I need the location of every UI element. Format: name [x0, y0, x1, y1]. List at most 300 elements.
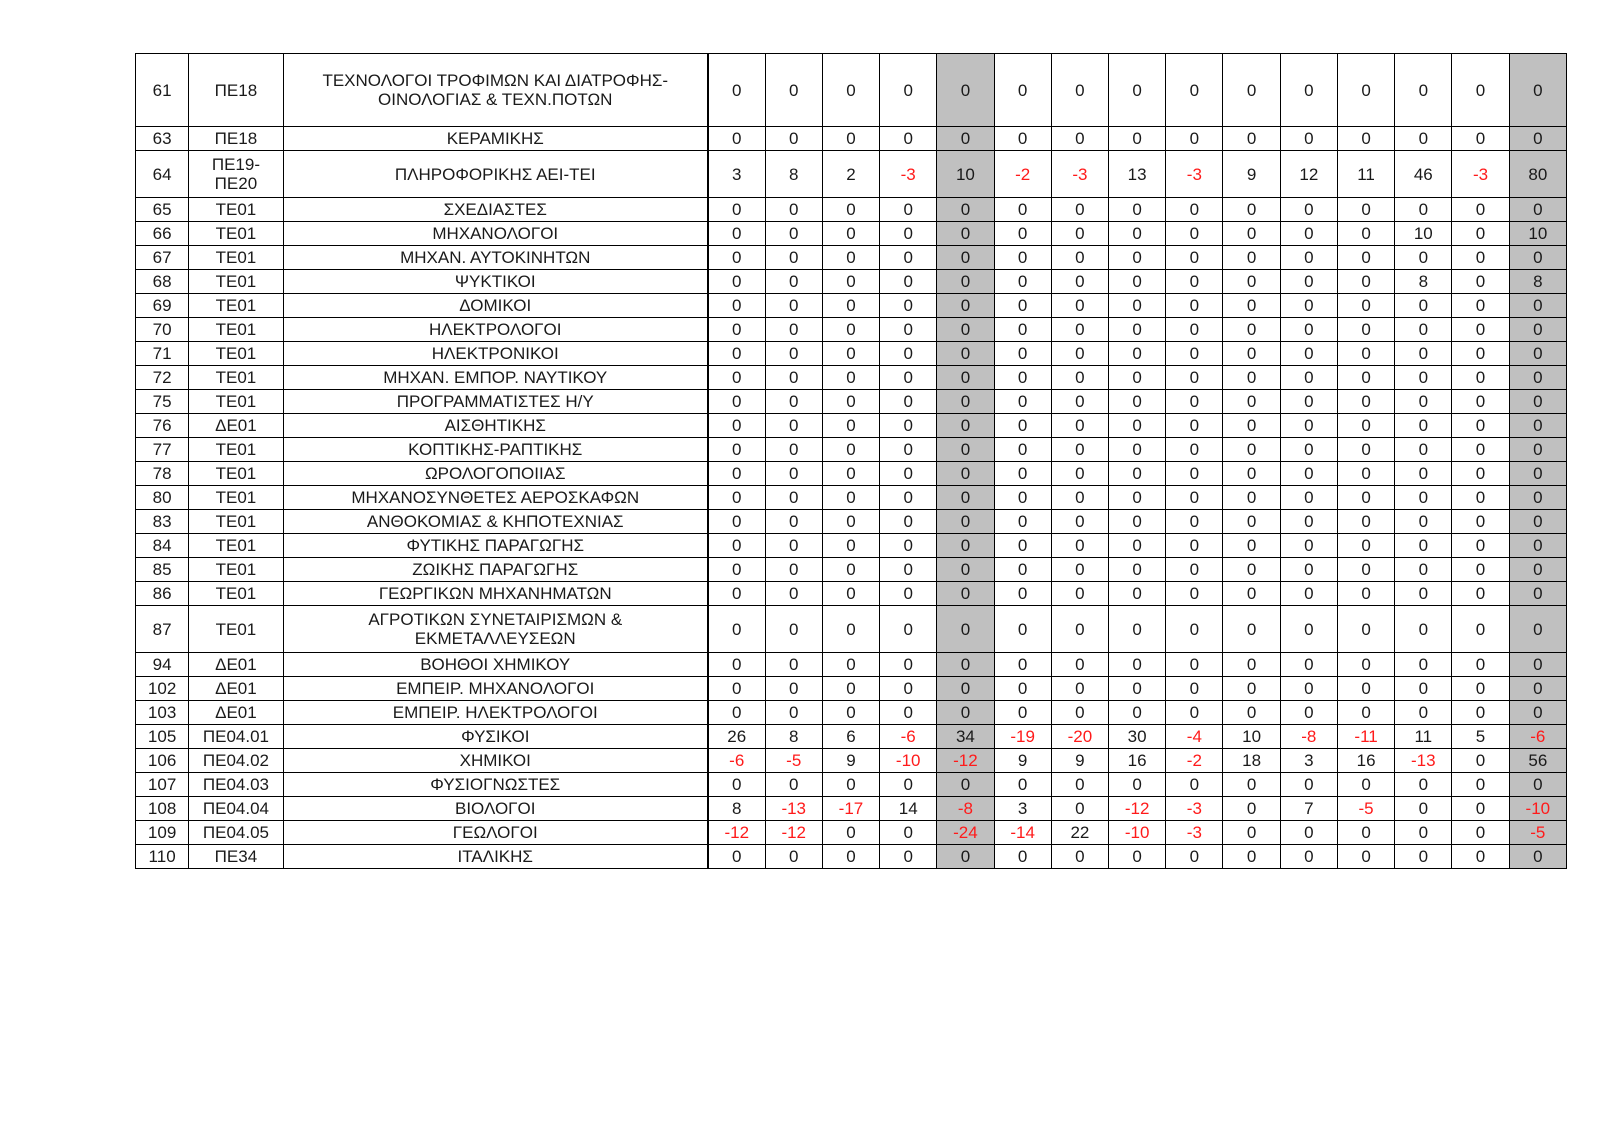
value-cell: 0	[1109, 582, 1166, 606]
value-cell: 0	[1280, 653, 1337, 677]
value-cell: 0	[1395, 606, 1452, 653]
total-cell: 8	[1509, 270, 1566, 294]
value-cell: 0	[1223, 701, 1280, 725]
value-cell: 0	[1166, 246, 1223, 270]
value-cell: 0	[765, 677, 822, 701]
value-cell: 0	[1223, 270, 1280, 294]
value-cell: -10	[1109, 821, 1166, 845]
value-cell: 0	[765, 534, 822, 558]
value-cell: 0	[1337, 294, 1394, 318]
table-row	[136, 845, 1567, 869]
value-cell: 0	[994, 558, 1051, 582]
value-cell: 0	[994, 54, 1051, 127]
row-number-cell: 78	[136, 462, 189, 486]
value-cell: 0	[1051, 246, 1108, 270]
value-cell: 0	[1223, 486, 1280, 510]
specialty-code-cell: ΤΕ01	[189, 486, 283, 510]
table-row	[136, 127, 1567, 151]
value-cell: 0	[1452, 845, 1509, 869]
value-cell: 0	[765, 54, 822, 127]
table-row	[136, 653, 1567, 677]
value-cell: 0	[822, 677, 879, 701]
value-cell: 0	[822, 534, 879, 558]
value-cell: 0	[1280, 318, 1337, 342]
value-cell: 0	[1109, 677, 1166, 701]
table-row	[136, 342, 1567, 366]
value-cell: -13	[765, 797, 822, 821]
value-cell: 0	[1109, 845, 1166, 869]
value-cell: 0	[880, 438, 937, 462]
value-cell: 22	[1051, 821, 1108, 845]
value-cell: 0	[880, 294, 937, 318]
value-cell: 9	[1051, 749, 1108, 773]
row-number-cell: 84	[136, 534, 189, 558]
table-row	[136, 486, 1567, 510]
total-cell: 80	[1509, 151, 1566, 198]
value-cell: 0	[1223, 342, 1280, 366]
value-cell: 0	[1395, 677, 1452, 701]
value-cell: 0	[1395, 821, 1452, 845]
value-cell: 0	[1395, 845, 1452, 869]
value-cell: 0	[1337, 462, 1394, 486]
value-cell: 0	[1395, 486, 1452, 510]
value-cell: 0	[1395, 390, 1452, 414]
value-cell: 0	[1223, 222, 1280, 246]
table-row	[136, 414, 1567, 438]
value-cell: 10	[1395, 222, 1452, 246]
total-cell: 0	[1509, 198, 1566, 222]
value-cell: 0	[1051, 414, 1108, 438]
total-cell: 10	[1509, 222, 1566, 246]
subtotal-cell: 0	[937, 582, 994, 606]
value-cell: 0	[1109, 510, 1166, 534]
value-cell: 0	[1051, 127, 1108, 151]
value-cell: -2	[1166, 749, 1223, 773]
value-cell: 0	[765, 270, 822, 294]
specialty-title-cell: ΔΟΜΙΚΟΙ	[283, 294, 708, 318]
specialty-title-cell: ΒΟΗΘΟΙ ΧΗΜΙΚΟΥ	[283, 653, 708, 677]
value-cell: 0	[1051, 558, 1108, 582]
value-cell: 0	[1166, 845, 1223, 869]
value-cell: 0	[1166, 438, 1223, 462]
table-row	[136, 366, 1567, 390]
specialty-title-cell: ΜΗΧΑΝ. ΕΜΠΟΡ. ΝΑΥΤΙΚΟΥ	[283, 366, 708, 390]
value-cell: 0	[1223, 462, 1280, 486]
table-row	[136, 462, 1567, 486]
value-cell: 0	[880, 582, 937, 606]
value-cell: 0	[1223, 366, 1280, 390]
value-cell: 0	[1051, 270, 1108, 294]
value-cell: 0	[1280, 558, 1337, 582]
table-row	[136, 246, 1567, 270]
specialty-code-cell: ΔΕ01	[189, 414, 283, 438]
subtotal-cell: 10	[937, 151, 994, 198]
value-cell: 0	[994, 127, 1051, 151]
value-cell: 0	[765, 198, 822, 222]
value-cell: 0	[1166, 390, 1223, 414]
value-cell: 0	[1337, 701, 1394, 725]
value-cell: -19	[994, 725, 1051, 749]
value-cell: 0	[1452, 414, 1509, 438]
value-cell: 0	[1223, 438, 1280, 462]
value-cell: 0	[822, 558, 879, 582]
value-cell: 0	[765, 318, 822, 342]
value-cell: 0	[1337, 438, 1394, 462]
value-cell: 16	[1337, 749, 1394, 773]
value-cell: 0	[765, 701, 822, 725]
specialty-code-cell: ΔΕ01	[189, 701, 283, 725]
value-cell: 0	[880, 318, 937, 342]
total-cell: 0	[1509, 558, 1566, 582]
value-cell: 0	[880, 653, 937, 677]
value-cell: 0	[994, 246, 1051, 270]
specialty-code-cell: ΤΕ01	[189, 342, 283, 366]
value-cell: 0	[994, 342, 1051, 366]
total-cell: 0	[1509, 294, 1566, 318]
value-cell: 0	[1337, 414, 1394, 438]
value-cell: 0	[1337, 222, 1394, 246]
value-cell: 8	[1395, 270, 1452, 294]
value-cell: 0	[765, 653, 822, 677]
value-cell: 2	[822, 151, 879, 198]
value-cell: 0	[708, 462, 765, 486]
value-cell: 0	[708, 222, 765, 246]
value-cell: 0	[765, 246, 822, 270]
value-cell: -12	[1109, 797, 1166, 821]
value-cell: 0	[1166, 534, 1223, 558]
value-cell: 0	[1452, 318, 1509, 342]
value-cell: 0	[708, 653, 765, 677]
value-cell: 0	[1280, 222, 1337, 246]
value-cell: 0	[1452, 270, 1509, 294]
value-cell: 0	[1109, 534, 1166, 558]
subtotal-cell: 0	[937, 701, 994, 725]
value-cell: 0	[880, 462, 937, 486]
specialty-title-cell: ΜΗΧΑΝΟΣΥΝΘΕΤΕΣ ΑΕΡΟΣΚΑΦΩΝ	[283, 486, 708, 510]
value-cell: 0	[994, 438, 1051, 462]
value-cell: 0	[1280, 414, 1337, 438]
value-cell: 8	[708, 797, 765, 821]
total-cell: 0	[1509, 606, 1566, 653]
value-cell: 0	[1051, 462, 1108, 486]
value-cell: 0	[1337, 270, 1394, 294]
specialty-code-cell: ΤΕ01	[189, 462, 283, 486]
subtotal-cell: 0	[937, 653, 994, 677]
subtotal-cell: 0	[937, 414, 994, 438]
value-cell: 10	[1223, 725, 1280, 749]
value-cell: 0	[994, 773, 1051, 797]
row-number-cell: 61	[136, 54, 189, 127]
specialty-title-cell: ΦΥΣΙΟΓΝΩΣΤΕΣ	[283, 773, 708, 797]
value-cell: 0	[765, 845, 822, 869]
value-cell: 0	[1280, 462, 1337, 486]
row-number-cell: 94	[136, 653, 189, 677]
value-cell: 0	[1280, 270, 1337, 294]
subtotal-cell: 0	[937, 438, 994, 462]
value-cell: 0	[708, 390, 765, 414]
value-cell: 0	[1280, 821, 1337, 845]
value-cell: 0	[1395, 438, 1452, 462]
value-cell: 9	[994, 749, 1051, 773]
value-cell: 0	[1337, 366, 1394, 390]
specialty-title-cell: ΦΥΤΙΚΗΣ ΠΑΡΑΓΩΓΗΣ	[283, 534, 708, 558]
value-cell: 0	[1452, 821, 1509, 845]
subtotal-cell: 0	[937, 127, 994, 151]
value-cell: 0	[1452, 701, 1509, 725]
value-cell: 0	[1452, 366, 1509, 390]
value-cell: 0	[765, 342, 822, 366]
subtotal-cell: 0	[937, 558, 994, 582]
value-cell: 0	[1166, 54, 1223, 127]
row-number-cell: 70	[136, 318, 189, 342]
value-cell: 0	[1280, 582, 1337, 606]
value-cell: 0	[1051, 486, 1108, 510]
subtotal-cell: 0	[937, 246, 994, 270]
value-cell: 0	[994, 534, 1051, 558]
value-cell: 0	[1109, 54, 1166, 127]
value-cell: 0	[765, 773, 822, 797]
value-cell: 0	[994, 845, 1051, 869]
value-cell: 0	[1223, 198, 1280, 222]
value-cell: 0	[1452, 294, 1509, 318]
subtotal-cell: -12	[937, 749, 994, 773]
value-cell: 0	[822, 414, 879, 438]
total-cell: 0	[1509, 127, 1566, 151]
value-cell: -4	[1166, 725, 1223, 749]
value-cell: 0	[1109, 342, 1166, 366]
value-cell: -17	[822, 797, 879, 821]
value-cell: 0	[1337, 558, 1394, 582]
value-cell: 0	[994, 366, 1051, 390]
value-cell: 0	[1051, 773, 1108, 797]
value-cell: 0	[1395, 797, 1452, 821]
value-cell: 0	[1051, 606, 1108, 653]
value-cell: 0	[1051, 438, 1108, 462]
value-cell: 0	[822, 653, 879, 677]
value-cell: 13	[1109, 151, 1166, 198]
value-cell: 0	[994, 198, 1051, 222]
value-cell: 0	[1051, 653, 1108, 677]
row-number-cell: 103	[136, 701, 189, 725]
value-cell: 8	[765, 151, 822, 198]
value-cell: 0	[1395, 54, 1452, 127]
value-cell: 0	[1109, 246, 1166, 270]
value-cell: 0	[1280, 510, 1337, 534]
table-row	[136, 222, 1567, 246]
table-row	[136, 749, 1567, 773]
specialty-title-cell: ΗΛΕΚΤΡΟΝΙΚΟΙ	[283, 342, 708, 366]
value-cell: 0	[822, 582, 879, 606]
value-cell: 0	[708, 366, 765, 390]
value-cell: 0	[708, 127, 765, 151]
value-cell: 0	[1166, 198, 1223, 222]
row-number-cell: 67	[136, 246, 189, 270]
value-cell: 14	[880, 797, 937, 821]
total-cell: 0	[1509, 773, 1566, 797]
value-cell: 0	[1166, 510, 1223, 534]
total-cell: 0	[1509, 366, 1566, 390]
specialty-code-cell: ΔΕ01	[189, 653, 283, 677]
value-cell: 0	[1280, 438, 1337, 462]
total-cell: 0	[1509, 462, 1566, 486]
specialty-title-cell: ΚΕΡΑΜΙΚΗΣ	[283, 127, 708, 151]
value-cell: 0	[1051, 510, 1108, 534]
value-cell: 0	[1452, 198, 1509, 222]
specialty-code-cell: ΤΕ01	[189, 534, 283, 558]
value-cell: 0	[822, 342, 879, 366]
value-cell: 0	[1109, 653, 1166, 677]
value-cell: -3	[1166, 151, 1223, 198]
table-row	[136, 677, 1567, 701]
value-cell: 0	[765, 510, 822, 534]
specialty-title-cell: ΓΕΩΛΟΓΟΙ	[283, 821, 708, 845]
value-cell: 0	[822, 462, 879, 486]
value-cell: 0	[1166, 318, 1223, 342]
value-cell: 0	[822, 486, 879, 510]
specialty-code-cell: ΠΕ18	[189, 54, 283, 127]
specialty-title-cell: ΗΛΕΚΤΡΟΛΟΓΟΙ	[283, 318, 708, 342]
value-cell: 0	[1452, 749, 1509, 773]
total-cell: 0	[1509, 414, 1566, 438]
value-cell: 0	[994, 462, 1051, 486]
row-number-cell: 65	[136, 198, 189, 222]
value-cell: 0	[1051, 54, 1108, 127]
value-cell: 0	[765, 558, 822, 582]
value-cell: 0	[1452, 390, 1509, 414]
value-cell: 0	[1337, 510, 1394, 534]
value-cell: 3	[1280, 749, 1337, 773]
row-number-cell: 106	[136, 749, 189, 773]
value-cell: 0	[1280, 845, 1337, 869]
value-cell: -6	[708, 749, 765, 773]
specialty-title-cell: ΓΕΩΡΓΙΚΩΝ ΜΗΧΑΝΗΜΑΤΩΝ	[283, 582, 708, 606]
value-cell: -12	[708, 821, 765, 845]
value-cell: 0	[1337, 127, 1394, 151]
total-cell: -10	[1509, 797, 1566, 821]
value-cell: 0	[822, 510, 879, 534]
value-cell: 0	[708, 54, 765, 127]
value-cell: 0	[1337, 54, 1394, 127]
row-number-cell: 69	[136, 294, 189, 318]
value-cell: 0	[1109, 390, 1166, 414]
subtotal-cell: -8	[937, 797, 994, 821]
value-cell: 0	[880, 198, 937, 222]
value-cell: 0	[1051, 222, 1108, 246]
value-cell: 0	[822, 845, 879, 869]
specialty-title-cell: ΑΙΣΘΗΤΙΚΗΣ	[283, 414, 708, 438]
value-cell: 0	[880, 677, 937, 701]
value-cell: 0	[822, 773, 879, 797]
value-cell: 0	[1395, 246, 1452, 270]
value-cell: 0	[1395, 127, 1452, 151]
total-cell: 0	[1509, 582, 1566, 606]
value-cell: 26	[708, 725, 765, 749]
subtotal-cell: 0	[937, 462, 994, 486]
value-cell: 0	[708, 606, 765, 653]
value-cell: 30	[1109, 725, 1166, 749]
value-cell: 0	[1395, 701, 1452, 725]
value-cell: 0	[1051, 366, 1108, 390]
specialty-title-cell: ΕΜΠΕΙΡ. ΜΗΧΑΝΟΛΟΓΟΙ	[283, 677, 708, 701]
value-cell: 0	[1166, 270, 1223, 294]
value-cell: 0	[1337, 821, 1394, 845]
row-number-cell: 108	[136, 797, 189, 821]
value-cell: 0	[1051, 198, 1108, 222]
value-cell: 0	[1109, 414, 1166, 438]
value-cell: 0	[765, 294, 822, 318]
value-cell: 0	[1452, 486, 1509, 510]
value-cell: 0	[1109, 701, 1166, 725]
value-cell: 0	[1223, 677, 1280, 701]
value-cell: 0	[994, 510, 1051, 534]
value-cell: 0	[994, 294, 1051, 318]
value-cell: 0	[1452, 54, 1509, 127]
value-cell: 0	[1051, 582, 1108, 606]
value-cell: 0	[1395, 558, 1452, 582]
value-cell: 0	[1337, 318, 1394, 342]
total-cell: 0	[1509, 438, 1566, 462]
value-cell: 0	[708, 701, 765, 725]
value-cell: 0	[1109, 462, 1166, 486]
specialty-code-cell: ΤΕ01	[189, 558, 283, 582]
value-cell: 0	[1166, 773, 1223, 797]
table-row	[136, 582, 1567, 606]
row-number-cell: 110	[136, 845, 189, 869]
specialty-title-cell: ΠΡΟΓΡΑΜΜΑΤΙΣΤΕΣ Η/Υ	[283, 390, 708, 414]
value-cell: 5	[1452, 725, 1509, 749]
value-cell: 0	[1337, 606, 1394, 653]
specialty-code-cell: ΤΕ01	[189, 606, 283, 653]
value-cell: 0	[1452, 606, 1509, 653]
table-row	[136, 390, 1567, 414]
value-cell: 0	[1223, 534, 1280, 558]
value-cell: 0	[1051, 390, 1108, 414]
value-cell: 0	[994, 414, 1051, 438]
value-cell: 0	[822, 54, 879, 127]
row-number-cell: 76	[136, 414, 189, 438]
value-cell: 0	[994, 582, 1051, 606]
value-cell: 0	[1109, 486, 1166, 510]
row-number-cell: 109	[136, 821, 189, 845]
value-cell: 0	[822, 318, 879, 342]
value-cell: 0	[880, 414, 937, 438]
value-cell: 0	[1223, 653, 1280, 677]
value-cell: 0	[880, 342, 937, 366]
subtotal-cell: 0	[937, 534, 994, 558]
total-cell: 0	[1509, 677, 1566, 701]
value-cell: 0	[822, 270, 879, 294]
row-number-cell: 66	[136, 222, 189, 246]
value-cell: 7	[1280, 797, 1337, 821]
table-row	[136, 606, 1567, 653]
value-cell: 0	[1280, 390, 1337, 414]
value-cell: 3	[708, 151, 765, 198]
value-cell: 0	[1109, 318, 1166, 342]
row-number-cell: 105	[136, 725, 189, 749]
table-row	[136, 198, 1567, 222]
value-cell: 0	[880, 510, 937, 534]
total-cell: 0	[1509, 510, 1566, 534]
value-cell: 0	[1280, 54, 1337, 127]
value-cell: 0	[1280, 486, 1337, 510]
row-number-cell: 71	[136, 342, 189, 366]
value-cell: 0	[1395, 294, 1452, 318]
value-cell: 0	[1109, 294, 1166, 318]
value-cell: 0	[708, 246, 765, 270]
subtotal-cell: 0	[937, 486, 994, 510]
value-cell: -3	[1051, 151, 1108, 198]
row-number-cell: 83	[136, 510, 189, 534]
